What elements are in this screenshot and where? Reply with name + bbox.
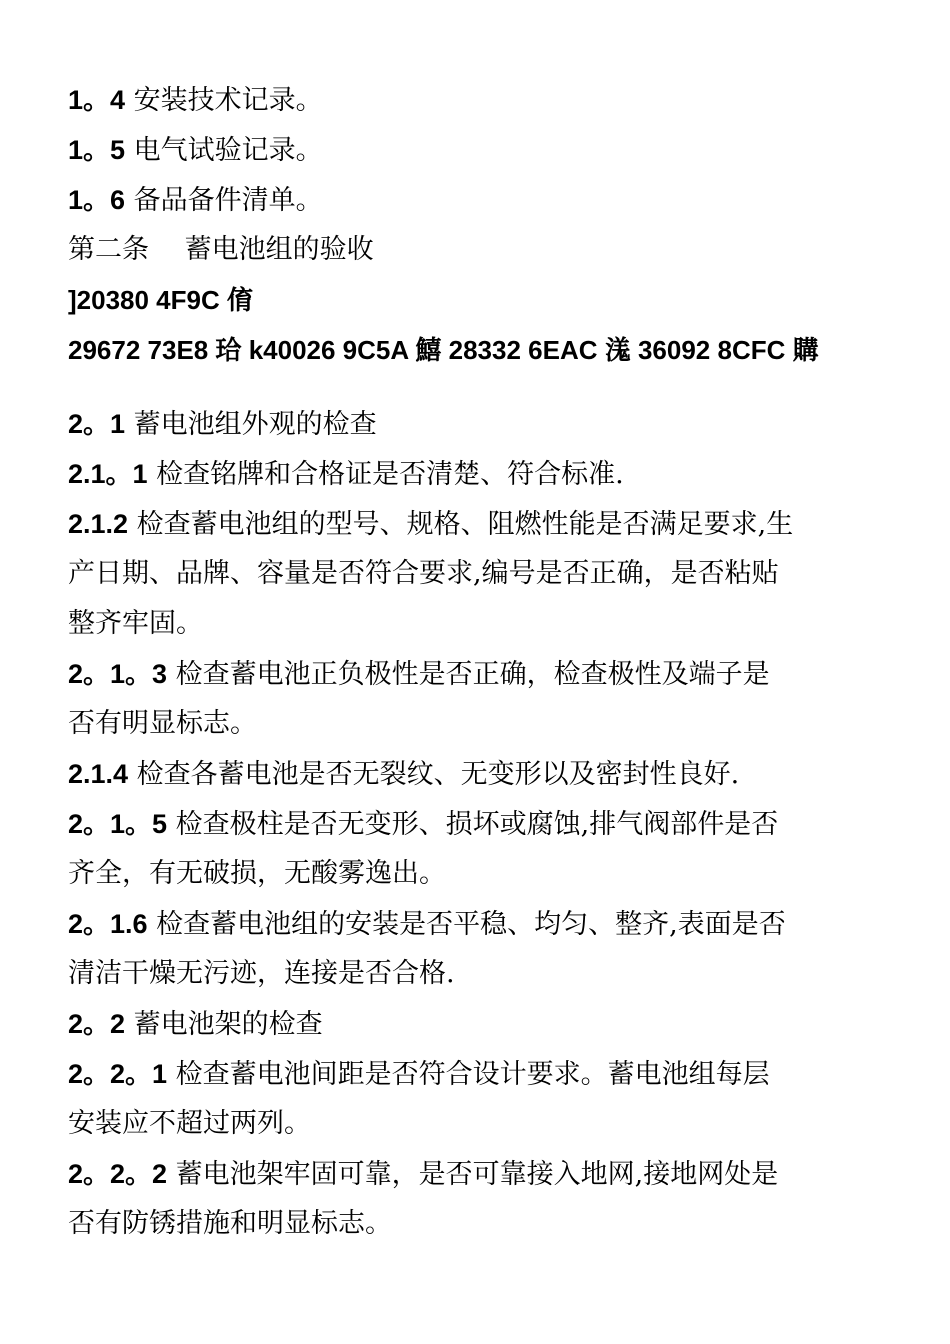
item-number: 1。4 <box>68 85 126 115</box>
line-text: 齐全，有无破损，无酸雾逸出。 <box>68 858 446 889</box>
line-text: 蓄电池组外观的检查 <box>125 409 377 440</box>
text-line <box>68 604 890 644</box>
text-line <box>68 554 890 594</box>
text-line <box>68 180 890 221</box>
line-text: 否有防锈措施和明显标志。 <box>68 1208 392 1239</box>
text-line <box>68 1054 890 1095</box>
line-text: 备品备件清单。 <box>125 185 323 216</box>
text-line <box>68 904 890 945</box>
item-number: 2.1.4 <box>68 759 129 789</box>
line-text: 产日期、品牌、容量是否符合要求,编号是否正确，是否粘贴 <box>68 558 779 589</box>
line-text: 检查铭牌和合格证是否清楚、符合标准. <box>147 459 624 490</box>
item-number: 2。1。3 <box>68 659 168 689</box>
line-text: 安装应不超过两列。 <box>68 1108 311 1139</box>
garbled-text: 29672 73E8 珨 k40026 9C5A 鱚 28332 6EAC 溬 36092 8CFC 購 <box>68 335 819 365</box>
line-text: 安装技术记录。 <box>125 85 323 116</box>
line-text: 清洁干燥无污迹，连接是否合格. <box>68 958 455 989</box>
line-text: 检查蓄电池间距是否符合设计要求。蓄电池组每层 <box>167 1059 770 1090</box>
garbled-text-line <box>68 330 890 370</box>
line-text: 电气试验记录。 <box>125 135 323 166</box>
text-line <box>68 704 890 744</box>
text-line <box>68 504 890 545</box>
line-text: 检查蓄电池正负极性是否正确，检查极性及端子是 <box>167 659 770 690</box>
item-number: 2。2。1 <box>68 1059 168 1089</box>
line-text: 检查极柱是否无变形、损坏或腐蚀,排气阀部件是否 <box>167 809 779 840</box>
section-heading <box>68 230 890 270</box>
line-text: 否有明显标志。 <box>68 708 257 739</box>
item-number: 1。6 <box>68 185 126 215</box>
garbled-text: ]20380 4F9C 俼 <box>68 285 253 315</box>
item-number: 2。1.6 <box>68 909 148 939</box>
text-line <box>68 804 890 845</box>
line-text: 第二条 蓄电池组的验收 <box>68 234 374 265</box>
text-line <box>68 1004 890 1045</box>
item-number: 2。1。5 <box>68 809 168 839</box>
item-number: 2。2 <box>68 1009 126 1039</box>
item-number: 2。2。2 <box>68 1159 168 1189</box>
text-line <box>68 754 890 795</box>
garbled-text-line <box>68 280 890 320</box>
text-line <box>68 654 890 695</box>
text-line <box>68 854 890 894</box>
text-line <box>68 1104 890 1144</box>
line-text: 检查蓄电池组的型号、规格、阻燃性能是否满足要求,生 <box>128 509 794 540</box>
text-line <box>68 130 890 171</box>
line-text: 检查蓄电池组的安装是否平稳、均匀、整齐,表面是否 <box>147 909 786 940</box>
text-line <box>68 954 890 994</box>
text-line <box>68 1154 890 1195</box>
item-number: 1。5 <box>68 135 126 165</box>
item-number: 2.1。1 <box>68 459 148 489</box>
line-text: 蓄电池架牢固可靠，是否可靠接入地网,接地网处是 <box>167 1159 779 1190</box>
text-line <box>68 454 890 495</box>
text-line <box>68 1204 890 1244</box>
text-line <box>68 80 890 121</box>
item-number: 2.1.2 <box>68 509 129 539</box>
line-text: 检查各蓄电池是否无裂纹、无变形以及密封性良好. <box>128 759 740 790</box>
line-text: 整齐牢固。 <box>68 608 203 639</box>
line-text: 蓄电池架的检查 <box>125 1009 323 1040</box>
item-number: 2。1 <box>68 409 126 439</box>
text-line <box>68 404 890 445</box>
